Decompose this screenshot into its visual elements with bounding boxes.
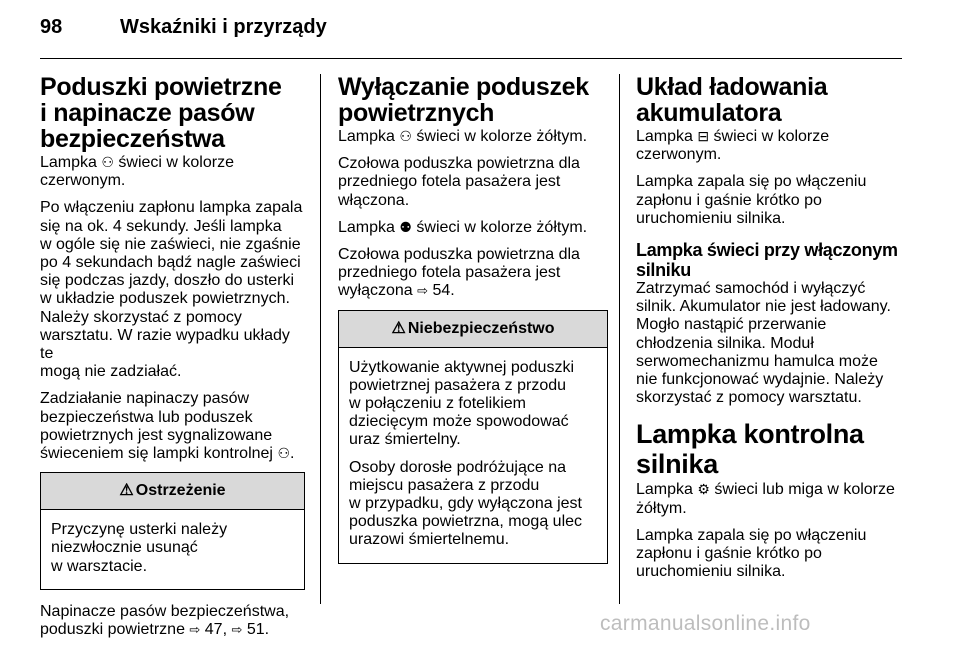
paragraph: Czołowa poduszka powietrzna dla przedniego fotela pasażera jest wyłączona ⇨ 54. [338, 246, 580, 300]
watermark: carmanualsonline.info [600, 612, 811, 635]
airbag-icon: ⚇ [101, 154, 114, 170]
paragraph: Lampka ⚉ świeci w kolorze żółtym. [338, 218, 588, 236]
danger-box [338, 310, 608, 564]
engine-icon: ⚙ [697, 481, 710, 498]
paragraph: Napinacze pasów bezpieczeństwa, poduszki powietrzne ⇨ 47, ⇨ 51. [40, 602, 290, 639]
column-airbags [40, 74, 305, 648]
paragraph: Lampka ⚙ świeci lub miga w kolorze żółtym. [636, 481, 895, 517]
airbag-off-icon: ⚉ [399, 218, 412, 235]
warning-box [40, 472, 305, 590]
section-heading-charging: Układ ładowania akumulatora [636, 73, 828, 127]
page-ref-arrow-icon: ⇨ [231, 622, 243, 638]
paragraph: Lampka zapala się po włączeniu zapłonu i gaśnie krótko po uruchomieniu silnika. [636, 526, 867, 581]
airbag-icon: ⚇ [277, 445, 290, 462]
column-charging-system [636, 74, 906, 590]
section-heading-airbags: Poduszki powietrzne i napinacze pasów bezpieczeństwa [40, 73, 282, 153]
danger-box-body: Użytkowanie aktywnej poduszki powietrznej pasażera z przodu w połączeniu z fotelikiem dziecięcym może spowodować uraz śmiertelny. Osoby dorosłe podróżujące na miejscu pasażera z przodu w przypadku, gdy wyłączona jest poduszka powietrzna, mogą ulec urazowi śmiertelnemu. [349, 358, 583, 549]
airbag-on-icon: ⚇ [399, 128, 412, 144]
page-header [40, 8, 902, 59]
paragraph: Lampka ⚇ świeci w kolorze czerwonym. [40, 154, 234, 190]
warning-triangle-icon: ⚠ [391, 319, 406, 337]
page-ref-arrow-icon: ⇨ [189, 622, 201, 638]
warning-box-body: Przyczynę usterki należy niezwłocznie usunąć w warsztacie. [51, 521, 228, 575]
column-divider [320, 74, 321, 604]
chapter-title: Wskaźniki i przyrządy [120, 16, 327, 38]
paragraph: Zadziałanie napinaczy pasów bezpieczeństwa lub poduszek powietrznych jest sygnalizowane świeceniem się lampki kontrolnej ⚇. [40, 390, 295, 463]
subheading-lamp-on: Lampka świeci przy włączonym silniku [636, 240, 898, 281]
warning-box-title: ⚠ Ostrzeżenie [41, 473, 304, 510]
paragraph: Czołowa poduszka powietrzna dla przedniego fotela pasażera jest włączona. [338, 155, 580, 209]
section-heading-engine-lamp: Lampka kontrolna silnika [636, 419, 864, 480]
page-number: 98 [40, 16, 63, 38]
paragraph: Lampka ⊟ świeci w kolorze czerwonym. [636, 128, 830, 164]
paragraph: Lampka zapala się po włączeniu zapłonu i gaśnie krótko po uruchomieniu silnika. [636, 173, 867, 227]
warning-triangle-icon: ⚠ [119, 482, 134, 500]
battery-icon: ⊟ [697, 128, 710, 144]
danger-box-title: ⚠ Niebezpieczeństwo [339, 311, 607, 348]
paragraph: Zatrzymać samochód i wyłączyć silnik. Akumulator nie jest ładowany. Mogło nastąpić przerwanie chłodzenia silnika. Moduł serwomechanizmu hamulca może nie funkcjonować wydajnie. Należy skorzystać z pomocy warsztatu. [636, 280, 891, 407]
column-airbag-deactivation [338, 74, 608, 577]
page-ref-arrow-icon: ⇨ [417, 283, 429, 299]
section-heading-airbag-deactivation: Wyłączanie poduszek powietrznych [338, 73, 589, 127]
paragraph: Lampka ⚇ świeci w kolorze żółtym. [338, 128, 588, 145]
column-divider [619, 74, 620, 604]
paragraph: Po włączeniu zapłonu lampka zapala się na ok. 4 sekundy. Jeśli lampka w ogóle się nie zaświeci, nie zgaśnie po 4 sekundach bądź nagle zaświeci się podczas jazdy, doszło do usterki w układzie poduszek powietrznych. Należy skorzystać z pomocy warsztatu. W razie wypadku układy te mogą nie zadziałać. [40, 199, 303, 381]
